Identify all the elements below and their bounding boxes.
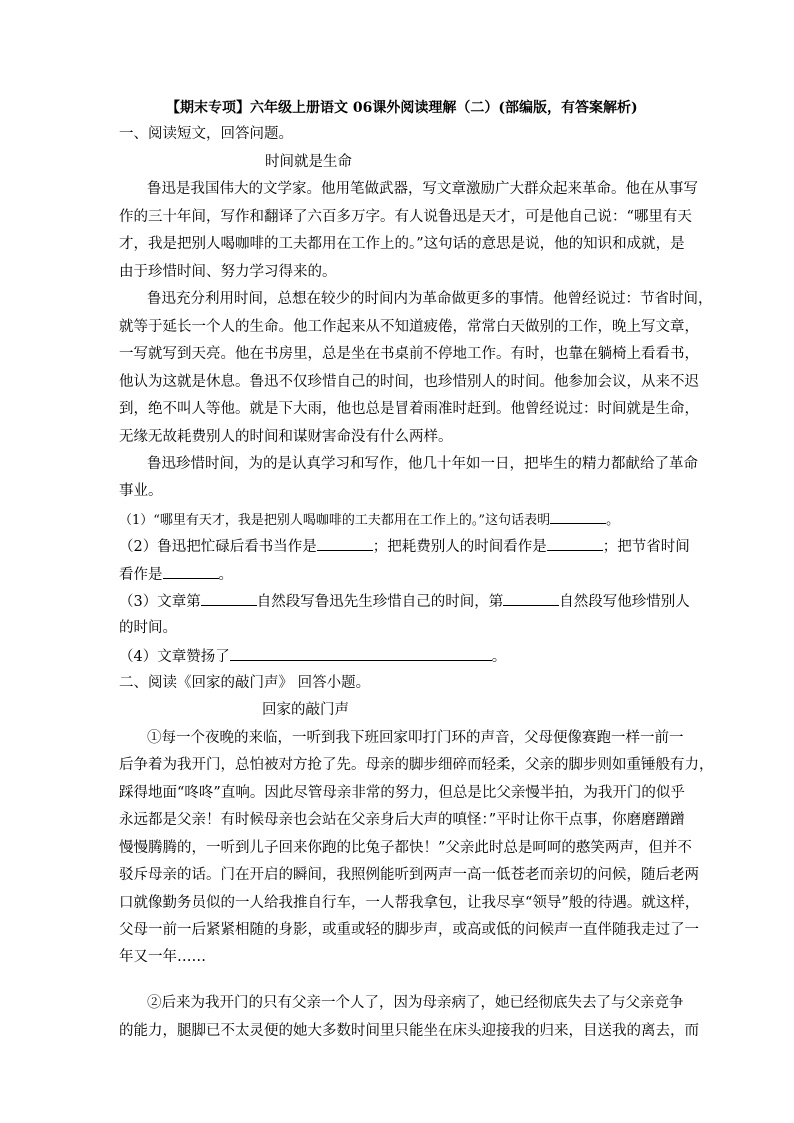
passage1-p1-line1: 鲁迅是我国伟大的文学家。他用笔做武器，写文章激励广大群众起来革命。他在从事写 [147, 181, 698, 197]
question-3-text: （3）文章第 [119, 594, 201, 610]
answer-blank[interactable] [201, 591, 257, 606]
passage2-p1-line7: 口就像勤务员似的一人给我推自行车，一人帮我拿包，让我尽享“领导”般的待遇。就这样， [119, 895, 700, 911]
question-3-cont: 的时间。 [119, 620, 177, 636]
answer-blank[interactable] [547, 536, 603, 551]
passage2-p1-line4: 永远都是父亲！有时候母亲也会站在父亲身后大声的嗔怪：”平时让你干点事，你磨磨蹭蹭 [119, 812, 685, 828]
passage1-p1-line2: 作的三十年间，写作和翻译了六百多万字。有人说鲁迅是天才，可是他自己说：“哪里有天 [119, 209, 692, 225]
passage1-p3-line2: 事业。 [119, 483, 163, 499]
question-4-text: （4）文章赞扬了 [119, 649, 230, 665]
passage1-p2-line3: 一写就写到天亮。他在书房里，总是坐在书桌前不停地工作。有时，也靠在躺椅上看看书， [119, 346, 699, 362]
passage2-title: 回家的敲门声 [262, 702, 349, 718]
question-2: （2）鲁迅把忙碌后看书当作是 ；把耗费别人的时间看作是 ；把节省时间 [119, 536, 679, 557]
answer-blank[interactable] [317, 536, 373, 551]
answer-blank[interactable] [503, 591, 559, 606]
passage1-p2-line6: 无缘无故耗费别人的时间和谋财害命没有什么两样。 [119, 429, 453, 445]
answer-blank[interactable] [230, 646, 492, 661]
passage2-p1-line6: 驳斥母亲的话。门在开启的瞬间，我照例能听到两声一高一低苍老而亲切的问候，随后老两 [119, 867, 699, 883]
passage1-p3-line1: 鲁迅珍惜时间，为的是认真学习和写作，他几十年如一日，把毕生的精力都献给了革命 [147, 456, 698, 472]
section2-heading: 二、阅读《回家的敲门声》 回答小题。 [119, 675, 371, 691]
passage1-p1-line4: 由于珍惜时间、努力学习得来的。 [119, 264, 337, 280]
passage2-p1-line5: 慢慢腾腾的，一听到儿子回来你跑的比兔子都快！”父亲此时总是呵呵的憨笑两声，但并不 [119, 840, 692, 856]
section1-heading: 一、阅读短文，回答问题。 [119, 126, 293, 142]
question-2-text: （2）鲁迅把忙碌后看书当作是 [119, 539, 317, 555]
passage2-p1-line2: 后争着为我开门，总怕被对方抢了先。母亲的脚步细碎而轻柔，父亲的脚步则如重锤般有力， [119, 757, 714, 773]
answer-blank[interactable] [550, 509, 606, 524]
question-2-cont: 看作是 。 [119, 564, 679, 585]
passage2-p2-line2: 的能力，腿脚已不太灵便的她大多数时间里只能坐在床头迎接我的归来，目送我的离去，而 [119, 1023, 699, 1039]
question-4: （4）文章赞扬了 。 [119, 646, 679, 667]
passage1-p2-line4: 他认为这就是休息。鲁迅不仅珍惜自己的时间，也珍惜别人的时间。他参加会议，从来不迟 [119, 374, 699, 390]
passage2-p2-line1: ②后来为我开门的只有父亲一个人了，因为母亲病了，她已经彻底失去了与父亲竞争 [147, 995, 684, 1011]
passage2-p1-line9: 年又一年…… [119, 949, 206, 965]
question-1: （1）“哪里有天才，我是把别人喝咖啡的工夫都用在工作上的。”这句话表明 。 [119, 509, 679, 531]
passage2-p1-line8: 父母一前一后紧紧相随的身影，或重或轻的脚步声，或高或低的问候声一直伴随我走过了一 [119, 922, 699, 938]
passage1-p2-line5: 到，绝不叫人等他。就是下大雨，他也总是冒着雨准时赶到。他曾经说过：时间就是生命， [119, 401, 699, 417]
passage1-p2-line1: 鲁迅充分利用时间，总想在较少的时间内为革命做更多的事情。他曾经说过：节省时间， [147, 291, 713, 307]
passage1-title: 时间就是生命 [265, 154, 352, 170]
question-3: （3）文章第 自然段写鲁迅先生珍惜自己的时间，第 自然段写他珍惜别人 [119, 591, 679, 612]
passage1-p2-line2: 就等于延长一个人的生命。他工作起来从不知道疲倦，常常白天做别的工作，晚上写文章， [119, 319, 699, 335]
passage2-p1-line1: ①每一个夜晚的来临，一听到我下班回家叩打门环的声音，父母便像赛跑一样一前一 [147, 730, 684, 746]
answer-blank[interactable] [163, 564, 219, 579]
passage1-p1-line3: 才，我是把别人喝咖啡的工夫都用在工作上的。”这句话的意思是说，他的知识和成就，是 [119, 236, 685, 252]
question-1-text: （1）“哪里有天才，我是把别人喝咖啡的工夫都用在工作上的。”这句话表明 [119, 513, 551, 528]
document-title: 【期末专项】六年级上册语文 06课外阅读理解（二）(部编版，有答案解析) [166, 100, 638, 116]
passage2-p1-line3: 踩得地面“咚咚”直响。因此尽管母亲非常的努力，但总是比父亲慢半拍，为我开门的似乎 [119, 785, 685, 801]
